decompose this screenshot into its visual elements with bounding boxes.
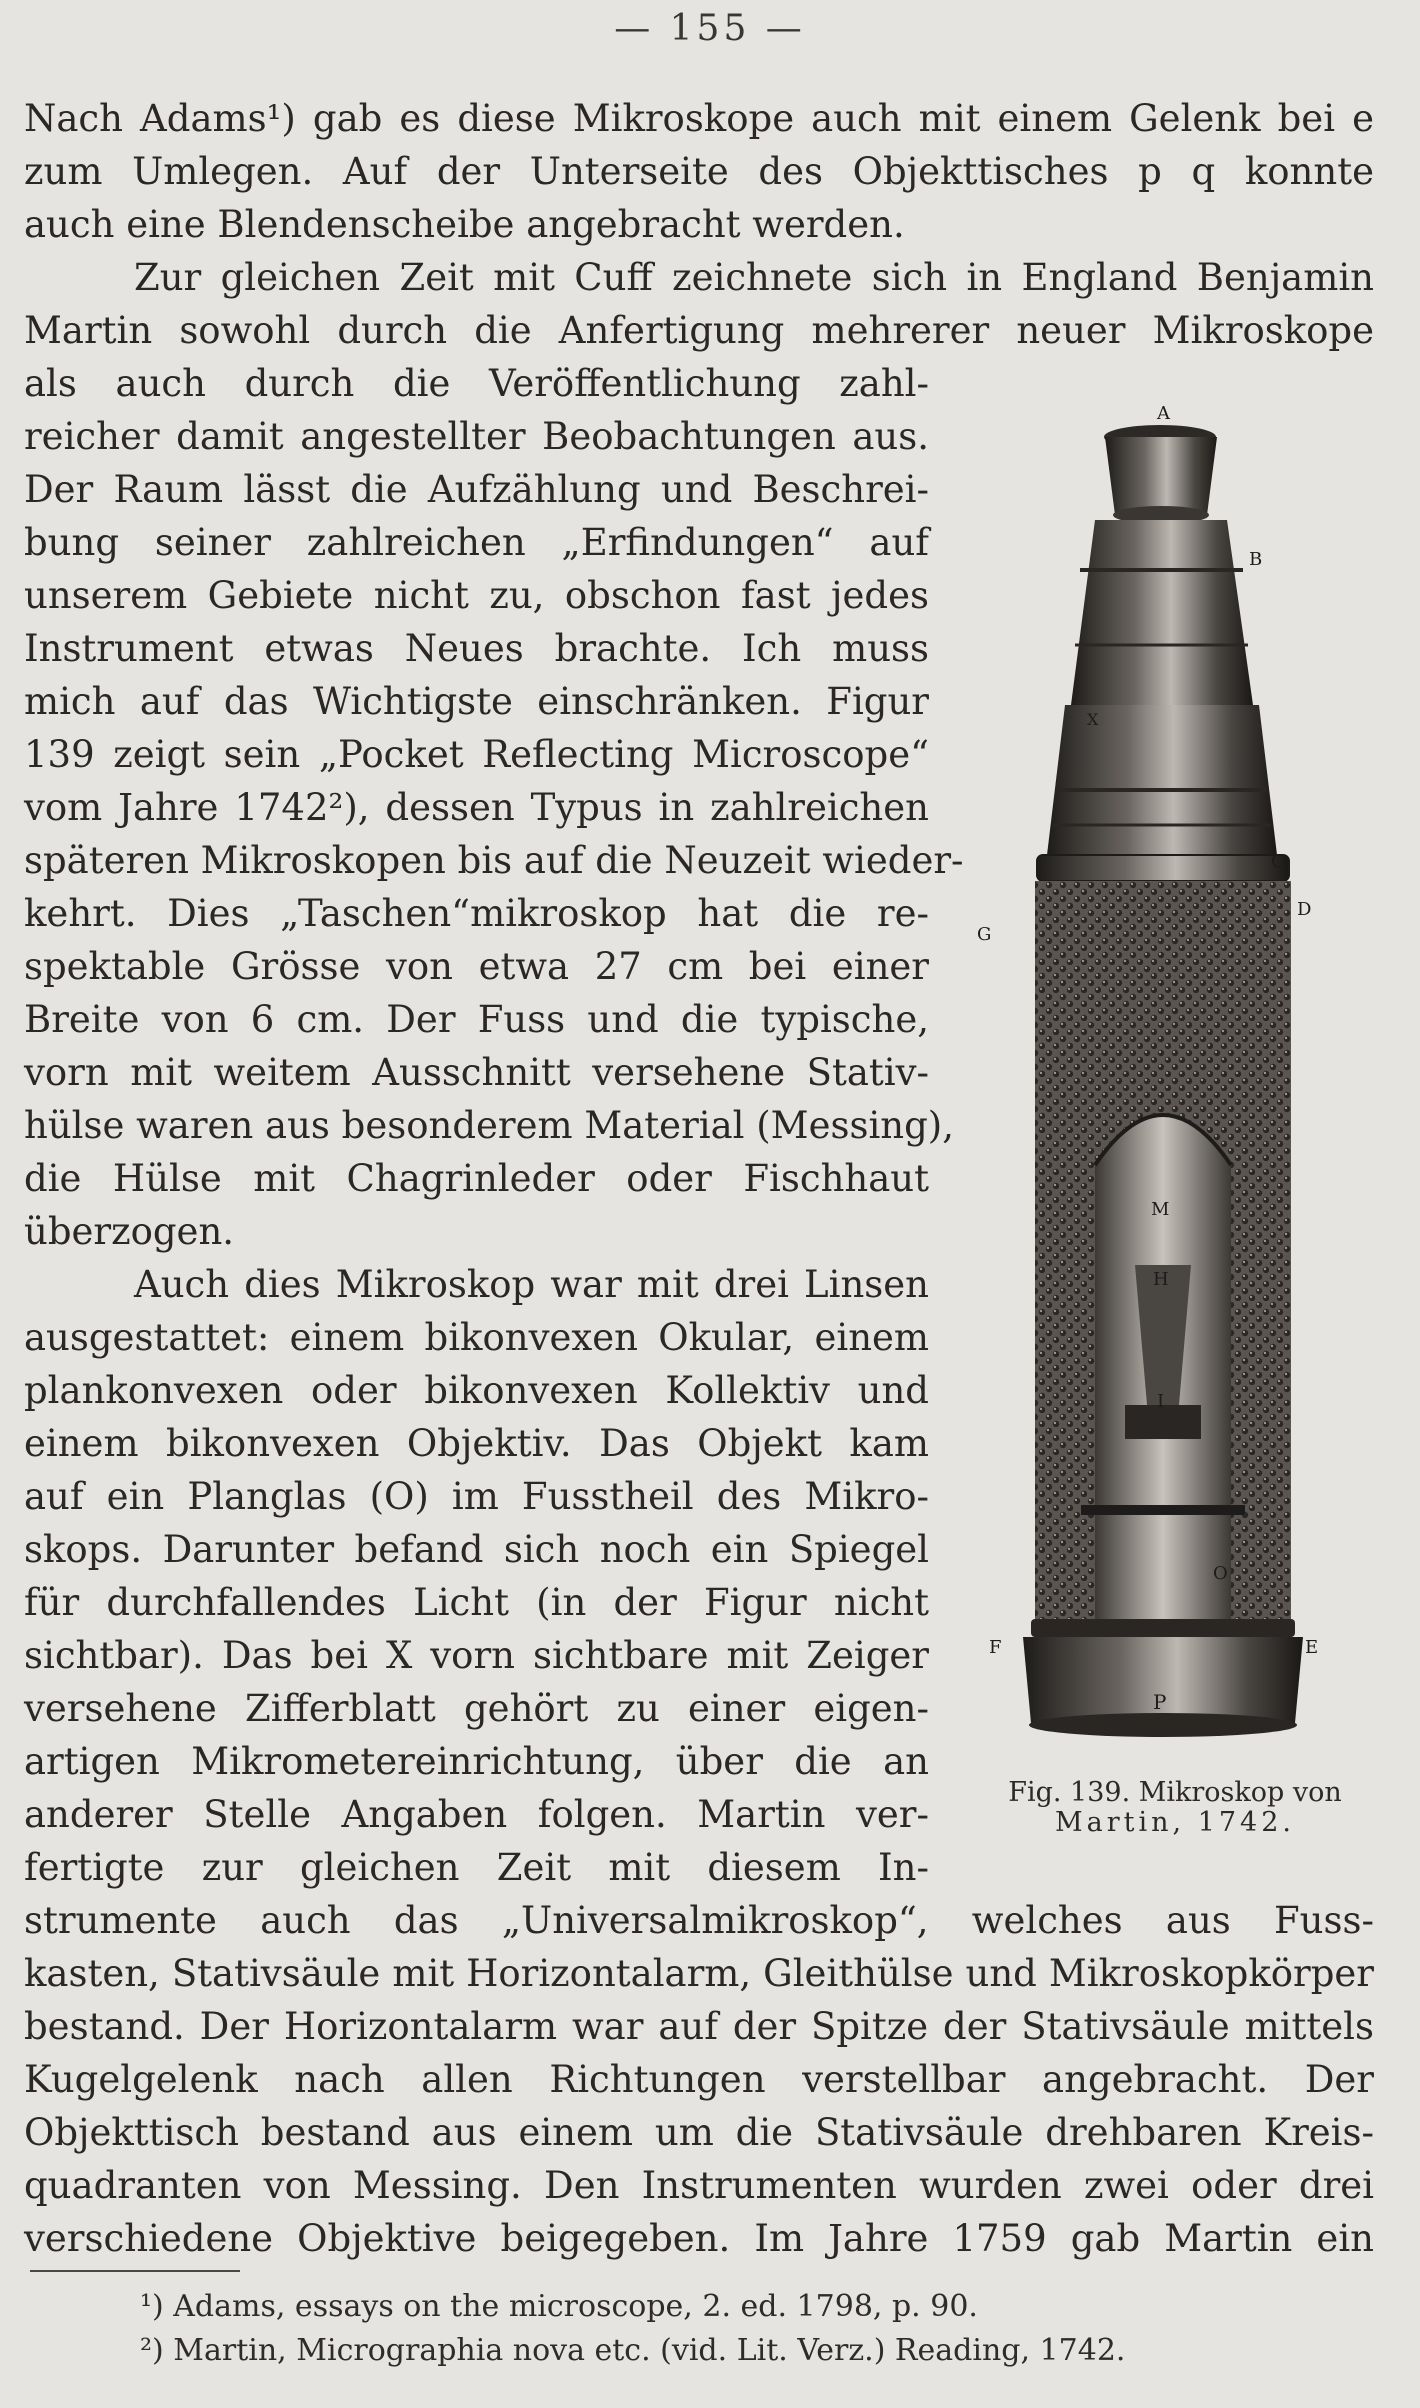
text-line: späteren Mikroskopen bis auf die Neuzeit wieder- — [24, 839, 964, 882]
text-line: 139 zeigt sein „Pocket Reflecting Microscope“ — [24, 733, 929, 776]
paragraph-1 — [24, 92, 1374, 251]
microscope-illustration — [975, 405, 1355, 1755]
paragraph-3-narrow — [24, 1258, 929, 1894]
paragraph-2-full — [24, 251, 1374, 357]
text-line: die Hülse mit Chagrinleder oder Fischhaut — [24, 1157, 929, 1200]
text-line: Zur gleichen Zeit mit Cuff zeichnete sich in England Benjamin — [134, 256, 1374, 299]
text-line: auf ein Planglas (O) im Fusstheil des Mikro- — [24, 1475, 929, 1518]
text-line: überzogen. — [24, 1210, 235, 1253]
text-line: plankonvexen oder bikonvexen Kollektiv und — [24, 1369, 929, 1412]
footnote: ²) Martin, Micrographia nova etc. (vid. Lit. Verz.) Reading, 1742. — [140, 2333, 1126, 2368]
label-f: F — [989, 1637, 1002, 1658]
label-e: E — [1305, 1637, 1319, 1658]
label-h: H — [1153, 1269, 1169, 1290]
page-number: — 155 — — [614, 8, 806, 49]
text-line: spektable Grösse von etwa 27 cm bei einer — [24, 945, 929, 988]
text-line: als auch durch die Veröffentlichung zahl- — [24, 362, 929, 405]
text-line: strumente auch das „Universalmikroskop“, welches aus Fuss- — [24, 1899, 1374, 1942]
text-line: sichtbar). Das bei X vorn sichtbare mit Zeiger — [24, 1634, 929, 1677]
text-line: Kugelgelenk nach allen Richtungen verstellbar angebracht. Der — [24, 2058, 1374, 2101]
text-line: zum Umlegen. Auf der Unterseite des Objekttisches p q konnte — [24, 150, 1374, 193]
text-line: fertigte zur gleichen Zeit mit diesem In- — [24, 1846, 929, 1889]
text-line: quadranten von Messing. Den Instrumenten wurden zwei oder drei — [24, 2164, 1374, 2207]
text-line: ausgestattet: einem bikonvexen Okular, einem — [24, 1316, 929, 1359]
text-line: Martin sowohl durch die Anfertigung mehrerer neuer Mikroskope — [24, 309, 1374, 352]
figure-caption — [985, 1778, 1365, 1838]
text-line: auch eine Blendenscheibe angebracht werden. — [24, 203, 905, 246]
text-line: mich auf das Wichtigste einschränken. Figur — [24, 680, 929, 723]
text-line: Instrument etwas Neues brachte. Ich muss — [24, 627, 929, 670]
text-line: kasten, Stativsäule mit Horizontalarm, Gleithülse und Mikroskopkörper — [24, 1952, 1374, 1995]
text-line: vom Jahre 1742²), dessen Typus in zahlreichen — [24, 786, 929, 829]
text-line: artigen Mikrometereinrichtung, über die an — [24, 1740, 929, 1783]
text-line: Objekttisch bestand aus einem um die Stativsäule drehbaren Kreis- — [24, 2111, 1374, 2154]
text-line: versehene Zifferblatt gehört zu einer eigen- — [24, 1687, 929, 1730]
text-line: skops. Darunter befand sich noch ein Spiegel — [24, 1528, 929, 1571]
text-line: kehrt. Dies „Taschen“mikroskop hat die re- — [24, 892, 929, 935]
text-line: Der Raum lässt die Aufzählung und Beschrei- — [24, 468, 929, 511]
label-b: B — [1249, 549, 1263, 570]
label-x: X — [1087, 710, 1099, 729]
text-line: unserem Gebiete nicht zu, obschon fast jedes — [24, 574, 929, 617]
text-line: Auch dies Mikroskop war mit drei Linsen — [134, 1263, 929, 1306]
label-c: C — [1271, 851, 1285, 872]
paragraph-2-narrow — [24, 357, 964, 1258]
caption-line: Fig. 139. Mikroskop von — [1008, 1777, 1342, 1808]
text-line: vorn mit weitem Ausschnitt versehene Stativ- — [24, 1051, 929, 1094]
footnote: ¹) Adams, essays on the microscope, 2. ed. 1798, p. 90. — [140, 2289, 978, 2324]
text-line: hülse waren aus besonderem Material (Messing), — [24, 1104, 954, 1147]
label-p: P — [1153, 1690, 1167, 1714]
label-a: A — [1157, 405, 1170, 424]
footnote-rule — [30, 2270, 240, 2272]
label-d: D — [1297, 899, 1312, 920]
label-i: I — [1157, 1391, 1165, 1412]
text-line: bestand. Der Horizontalarm war auf der Spitze der Stativsäule mittels — [24, 2005, 1374, 2048]
footnotes — [140, 2285, 1360, 2373]
paragraph-3-full — [24, 1894, 1374, 2265]
text-line: Nach Adams¹) gab es diese Mikroskope auch mit einem Gelenk bei e — [24, 97, 1374, 140]
text-line: Breite von 6 cm. Der Fuss und die typische, — [24, 998, 929, 1041]
text-line: anderer Stelle Angaben folgen. Martin ver- — [24, 1793, 929, 1836]
text-line: verschiedene Objektive beigegeben. Im Jahre 1759 gab Martin ein — [24, 2217, 1374, 2260]
text-line: bung seiner zahlreichen „Erfindungen“ auf — [24, 521, 929, 564]
text-line: für durchfallendes Licht (in der Figur nicht — [24, 1581, 929, 1624]
text-line: einem bikonvexen Objektiv. Das Objekt kam — [24, 1422, 929, 1465]
text-line: reicher damit angestellter Beobachtungen aus. — [24, 415, 929, 458]
caption-line: Martin, 1742. — [1055, 1807, 1295, 1838]
label-m: M — [1151, 1199, 1170, 1220]
label-g: G — [977, 924, 992, 945]
label-o: O — [1213, 1563, 1228, 1584]
